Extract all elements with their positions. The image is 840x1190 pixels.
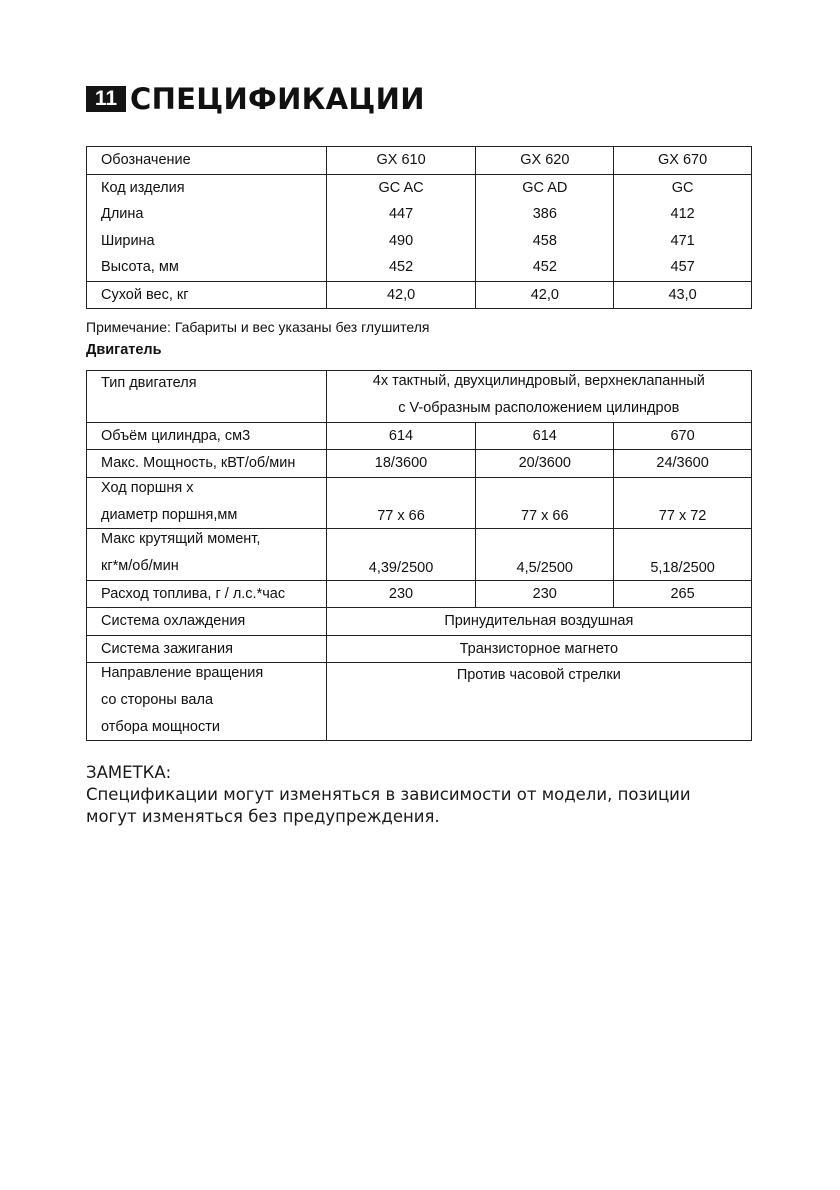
- engine-type-line: с V-образным расположением цилиндров: [398, 400, 680, 416]
- label-line: кг*м/об/мин: [101, 558, 179, 574]
- cell: 458: [476, 228, 614, 255]
- cell: 412: [614, 201, 752, 228]
- cell: 265: [614, 580, 752, 608]
- table-row: [87, 281, 752, 309]
- table-header-row: [87, 147, 752, 175]
- cell: 42,0: [476, 281, 614, 309]
- cell: Против часовой стрелки: [326, 663, 751, 741]
- cell: 447: [326, 201, 476, 228]
- header-cell: GX 670: [614, 147, 752, 175]
- engine-heading: Двигатель: [86, 342, 162, 358]
- row-label: Объём цилиндра, см3: [87, 422, 327, 450]
- row-label: Высота, мм: [87, 254, 327, 281]
- row-label: Макс. Мощность, кВТ/об/мин: [87, 450, 327, 478]
- cell: GC AD: [476, 174, 614, 201]
- cell: 490: [326, 228, 476, 255]
- cell: GC AC: [326, 174, 476, 201]
- cell: 20/3600: [476, 450, 614, 478]
- cell: 386: [476, 201, 614, 228]
- row-label: Код изделия: [87, 174, 327, 201]
- table-row: [87, 635, 752, 663]
- remark-block: [86, 762, 691, 828]
- cell: 670: [614, 422, 752, 450]
- header-cell: GX 610: [326, 147, 476, 175]
- cell: Принудительная воздушная: [326, 608, 751, 636]
- dimensions-note: Примечание: Габариты и вес указаны без глушителя: [86, 319, 430, 335]
- label-line: диаметр поршня,мм: [101, 506, 238, 523]
- remark-text: могут изменяться без предупреждения.: [86, 807, 440, 826]
- cell: 4,39/2500: [326, 529, 476, 581]
- cell: 452: [476, 254, 614, 281]
- cell: 42,0: [326, 281, 476, 309]
- row-label: Система зажигания: [87, 635, 327, 663]
- label-line: Ход поршня х: [101, 479, 194, 496]
- row-label: [87, 529, 327, 581]
- label-line: отбора мощности: [101, 718, 220, 735]
- table-row: [87, 477, 752, 529]
- dimensions-table: [86, 146, 752, 309]
- label-line: Макс крутящий момент,: [101, 531, 261, 547]
- row-label: Ширина: [87, 228, 327, 255]
- table-row: [87, 228, 752, 255]
- cell: 18/3600: [326, 450, 476, 478]
- cell: 77 х 72: [614, 477, 752, 529]
- cell: 24/3600: [614, 450, 752, 478]
- cell: 5,18/2500: [614, 529, 752, 581]
- page-title: СПЕЦИФИКАЦИИ: [130, 82, 425, 116]
- row-label: Длина: [87, 201, 327, 228]
- cell: 614: [476, 422, 614, 450]
- label-line: Направление вращения: [101, 665, 264, 681]
- table-row: [87, 174, 752, 201]
- cell: 614: [326, 422, 476, 450]
- table-row: [87, 422, 752, 450]
- label-line: со стороны вала: [101, 692, 214, 708]
- engine-type-line: 4х тактный, двухцилиндровый, верхнеклапанный: [372, 373, 705, 389]
- cell: 43,0: [614, 281, 752, 309]
- section-header: [86, 82, 425, 116]
- table-row: [87, 580, 752, 608]
- row-label: [87, 477, 327, 529]
- cell: 230: [476, 580, 614, 608]
- cell: 471: [614, 228, 752, 255]
- engine-type-cell: [326, 371, 751, 423]
- cell: 457: [614, 254, 752, 281]
- cell: 452: [326, 254, 476, 281]
- remark-text: Спецификации могут изменяться в зависимости от модели, позиции: [86, 785, 691, 804]
- table-row: [87, 529, 752, 581]
- row-label: Сухой вес, кг: [87, 281, 327, 309]
- section-number: 11: [86, 86, 126, 112]
- row-label: Расход топлива, г / л.с.*час: [87, 580, 327, 608]
- cell: 77 х 66: [476, 477, 614, 529]
- table-row: [87, 450, 752, 478]
- remark-title: ЗАМЕТКА:: [86, 763, 172, 782]
- table-row: [87, 254, 752, 281]
- table-row: [87, 201, 752, 228]
- table-row: [87, 608, 752, 636]
- engine-table: [86, 370, 752, 741]
- row-label: Тип двигателя: [87, 371, 327, 423]
- header-cell: Обозначение: [87, 147, 327, 175]
- cell: 230: [326, 580, 476, 608]
- table-row: [87, 663, 752, 741]
- cell: 4,5/2500: [476, 529, 614, 581]
- cell: Транзисторное магнето: [326, 635, 751, 663]
- header-cell: GX 620: [476, 147, 614, 175]
- row-label: [87, 663, 327, 741]
- table-row: [87, 371, 752, 423]
- cell: 77 х 66: [326, 477, 476, 529]
- row-label: Система охлаждения: [87, 608, 327, 636]
- cell: GC: [614, 174, 752, 201]
